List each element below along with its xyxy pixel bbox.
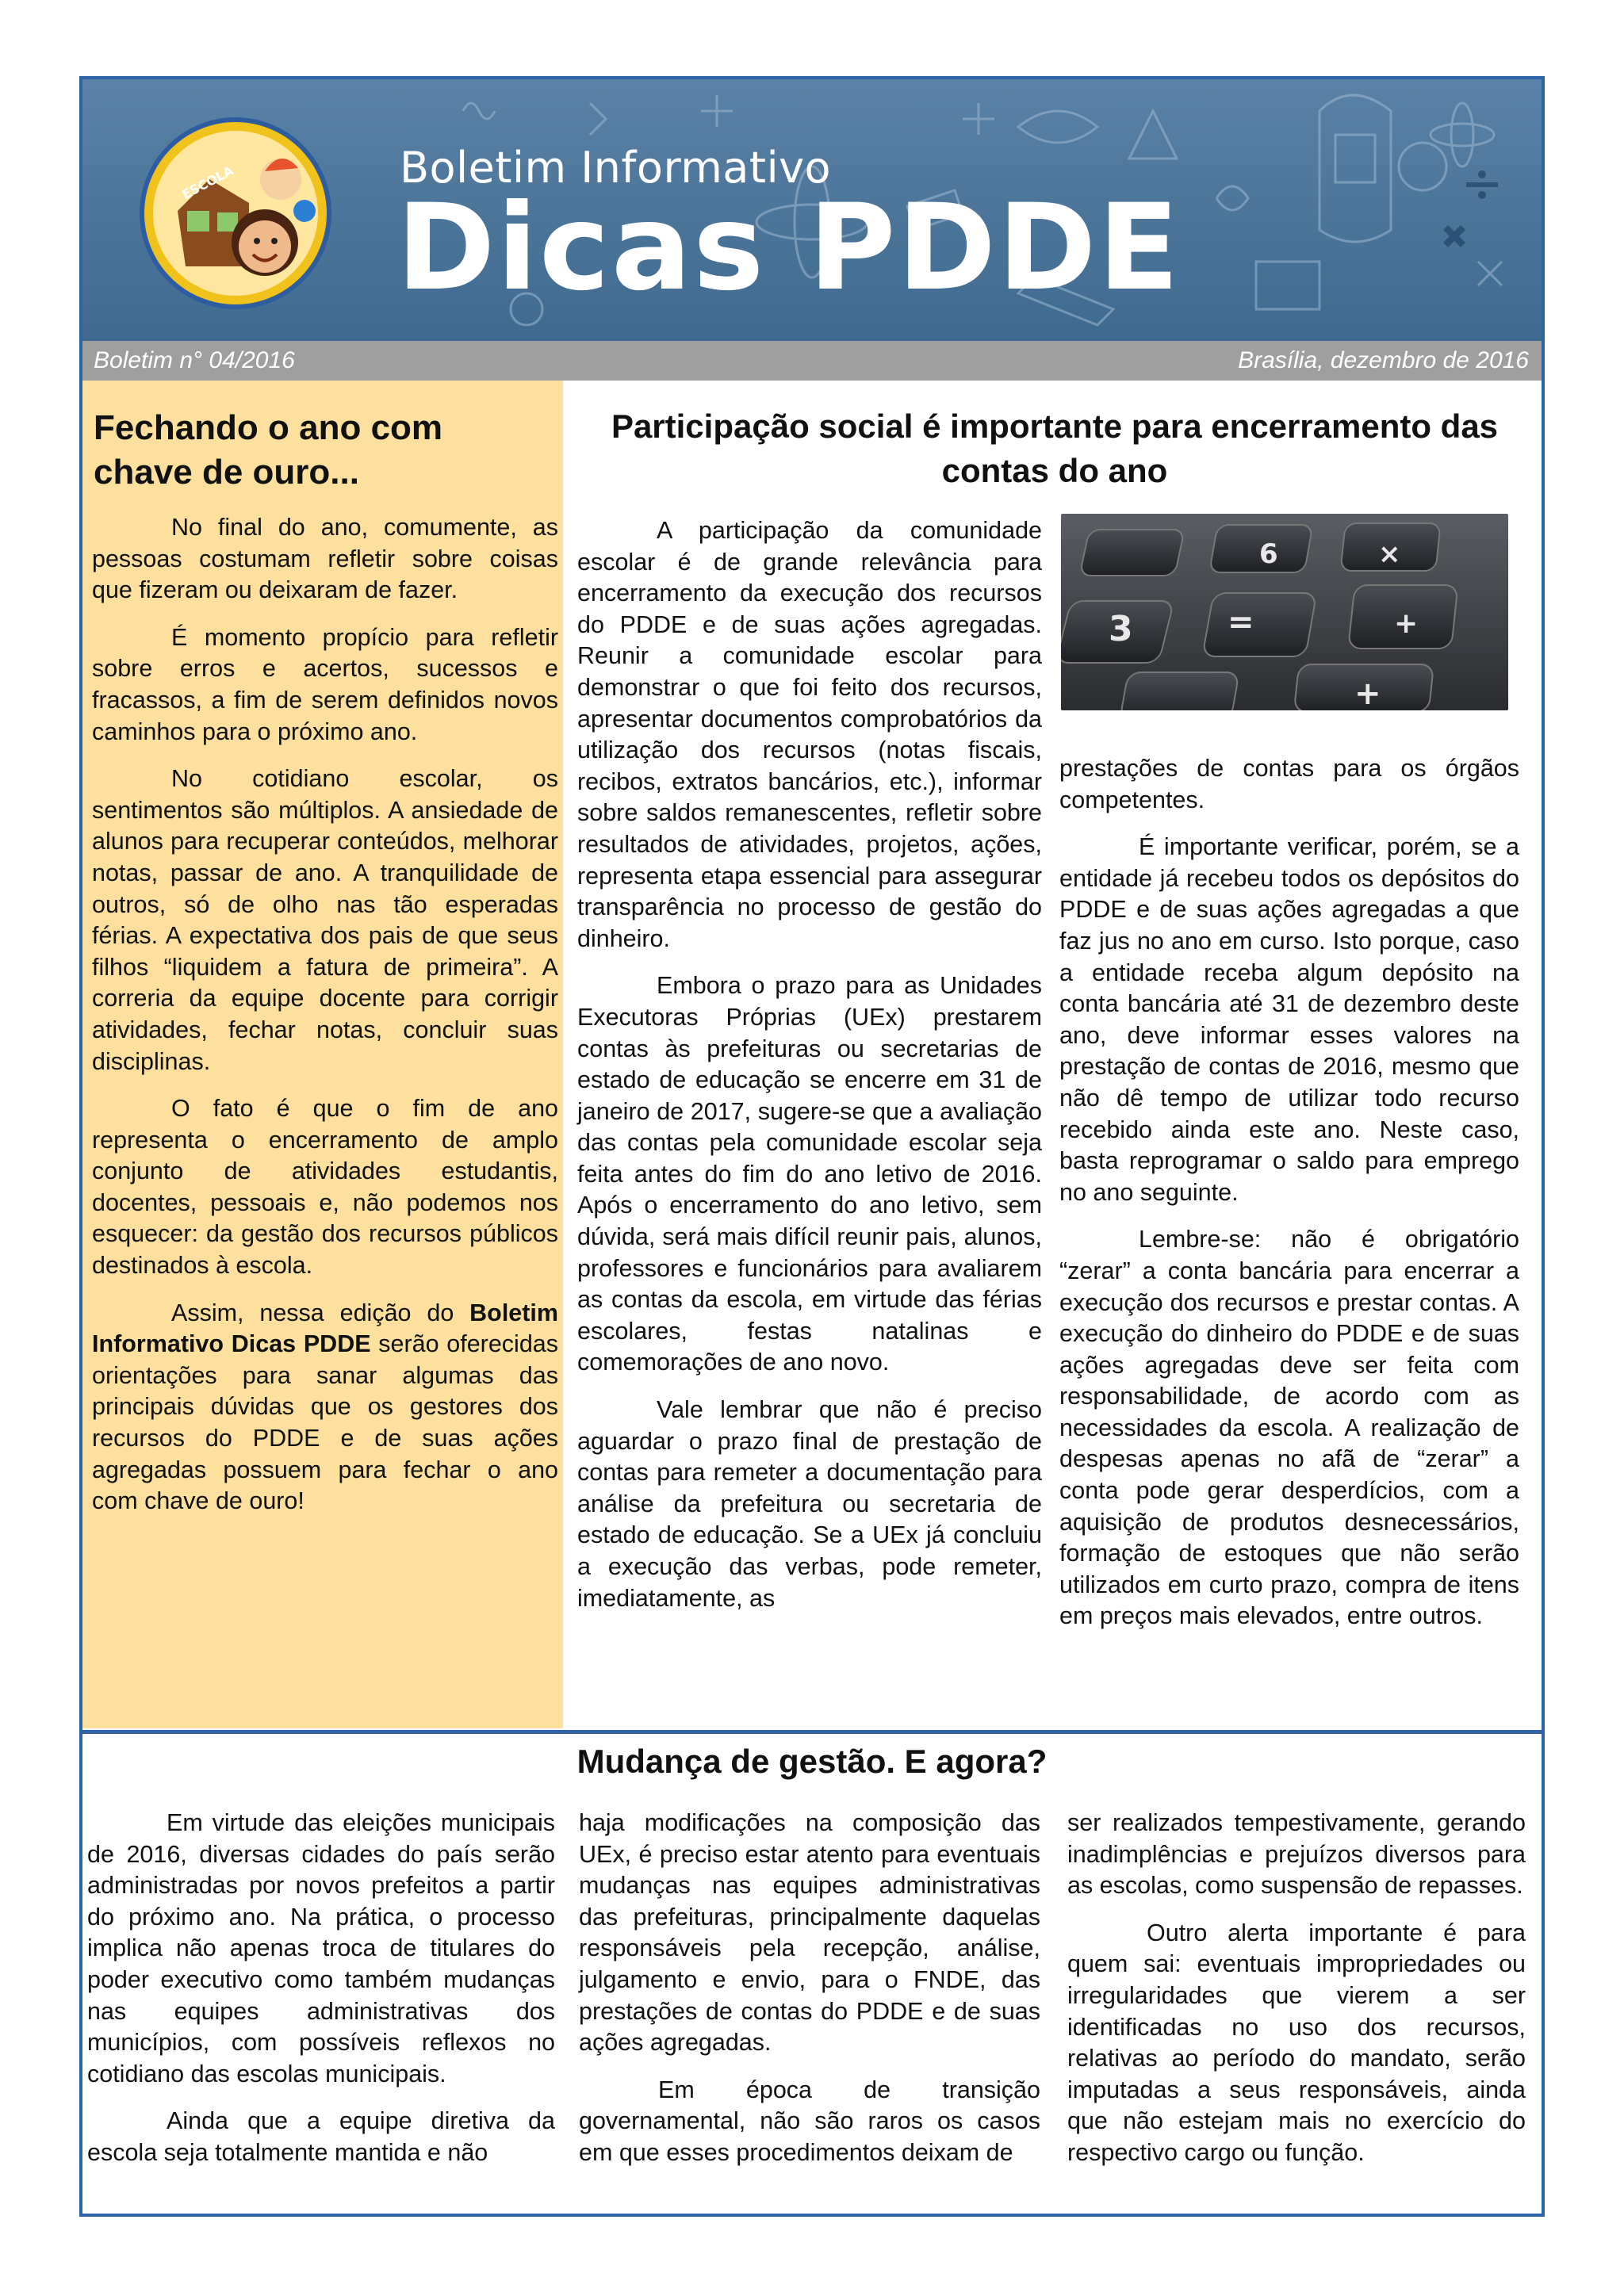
- school-logo: [138, 116, 333, 311]
- paragraph: Em época de transição governamental, não são raros os casos em que esses procedimentos deixam de: [579, 2076, 1040, 2166]
- paragraph: No cotidiano escolar, os sentimentos são múltiplos. A ansiedade de alunos para recuperar conteúdos, melhorar notas, passar de ano. A tranquilidade de outros, só de olho nas tão esperadas férias. A expectativa dos pais de que seus filhos “liquidem a fatura de primeira”. A correria da equipe docente para corrigir atividades, fechar notas, concluir suas disciplinas.: [92, 765, 558, 1075]
- bulletin-name-bold: Boletim Informativo Dicas PDDE: [92, 1299, 558, 1358]
- paragraph: No final do ano, comumente, as pessoas costumam refletir sobre coisas que fizeram ou deixaram de fazer.: [92, 514, 558, 604]
- paragraph: [92, 1298, 558, 1517]
- paragraph: Outro alerta importante é para quem sai: eventuais impropriedades ou irregularidades que vierem a ser identificadas no uso dos recursos, relativas ao período do mandato, serão imputadas a seus responsáveis, ainda que não estejam mais no exercício do respectivo cargo ou função.: [1067, 1919, 1526, 2166]
- newsletter-subtitle: Boletim Informativo: [400, 143, 832, 193]
- paragraph: O fato é que o fim de ano representa o encerramento de amplo conjunto de atividades estudantis, docentes, pessoais e, não podemos nos esquecer: da gestão dos recursos públicos destinados à escola.: [92, 1095, 558, 1280]
- svg-text:3: 3: [1109, 609, 1133, 649]
- paragraph: Vale lembrar que não é preciso aguardar o prazo final de prestação de contas para remeter a documentação para análise da prefeitura ou secretaria de estado de educação. Se a UEx já concluiu a execução das verbas, pode remeter, imediatamente, as: [577, 1396, 1042, 1612]
- paragraph: A participação da comunidade escolar é de grande relevância para encerramento da execução dos recursos do PDDE e de suas ações agregadas. Reunir a comunidade escolar para demonstrar o que foi feito dos recursos, apresentar documentos comprobatórios da utilização dos recursos (notas fiscais, recibos, extratos bancários, etc.), informar sobre saldos remanescentes, refletir sobre resultados de atividades, projetos, ações, representa etapa essencial para assegurar transparência no processo de gestão do dinheiro.: [577, 517, 1042, 952]
- svg-text:=: =: [1228, 604, 1254, 641]
- paragraph-text: serão oferecidas orientações para sanar algumas das principais dúvidas que os gestores dos recursos do PDDE e de suas ações agregadas possuem para fechar o ano com chave de ouro!: [92, 1330, 558, 1515]
- svg-text:+: +: [1354, 675, 1381, 710]
- paragraph: haja modificações na composição das UEx, é preciso estar atento para eventuais mudanças nas equipes administrativas das prefeituras, principalmente daquelas responsáveis pela recepção, análise, julgamento e envio, para o FNDE, das prestações de contas do PDDE e de suas ações agregadas.: [579, 1809, 1040, 2057]
- newsletter-title: Dicas PDDE: [396, 179, 1181, 317]
- paragraph: É momento propício para refletir sobre erros e acertos, sucessos e fracassos, a fim de serem definidos novos caminhos para o próximo ano.: [92, 623, 558, 745]
- sidebar-text: [92, 512, 558, 1533]
- issue-number: Boletim n° 04/2016: [94, 347, 295, 373]
- issue-info-bar: [82, 341, 1542, 381]
- bottom-article-col3: [1067, 1808, 1526, 2185]
- calculator-photo: [1061, 514, 1508, 710]
- bottom-article-heading: Mudança de gestão. E agora?: [576, 1743, 1048, 1780]
- paragraph: prestações de contas para os órgãos competentes.: [1059, 755, 1519, 813]
- main-article-col2: [1059, 753, 1519, 1648]
- issue-place-date: Brasília, dezembro de 2016: [1238, 347, 1529, 373]
- main-article-col1: [577, 515, 1042, 1630]
- section-divider: [82, 1730, 1542, 1734]
- svg-text:×: ×: [1378, 538, 1401, 570]
- main-article-heading: Participação social é importante para encerramento das contas do ano: [611, 408, 1499, 489]
- svg-text:+: +: [1394, 607, 1419, 640]
- paragraph: Em virtude das eleições municipais de 2016, diversas cidades do país serão administradas por novos prefeitos a partir do próximo ano. Na prática, o processo implica não apenas troca de titulares do poder executivo como também mudanças nas equipes administrativas dos municípios, com possíveis reflexos no cotidiano das escolas municipais.: [87, 1809, 555, 2087]
- bottom-article-col2: [579, 1808, 1040, 2185]
- paragraph: Embora o prazo para as Unidades Executoras Próprias (UEx) prestarem contas às prefeituras ou secretarias de estado de educação se encerre em 31 de janeiro de 2017, sugere-se que a avaliação das contas pela comunidade escolar seja feita antes do fim do ano letivo de 2016. Após o encerramento do ano letivo, sem dúvida, será mais difícil reunir pais, alunos, professores e funcionários para avaliarem as contas da escola, em virtude das férias escolares, festas natalinas e comemorações de ano novo.: [577, 972, 1042, 1376]
- logo-text: ESCOLA: [179, 163, 236, 203]
- svg-text:6: 6: [1259, 538, 1278, 570]
- header-banner: [82, 79, 1542, 341]
- paragraph: É importante verificar, porém, se a entidade já recebeu todos os depósitos do PDDE e de suas ações agregadas a que faz jus no ano em curso. Isto porque, caso a entidade receba algum depósito na conta bancária até 31 de dezembro deste ano, deve informar esses valores na prestação de contas de 2016, mesmo que não dê tempo de utilizar todo recurso recebido ainda este ano. Neste caso, basta reprogramar o saldo para emprego no ano seguinte.: [1059, 833, 1519, 1206]
- paragraph: ser realizados tempestivamente, gerando inadimplências e prejuízos diversos para as escolas, como suspensão de repasses.: [1067, 1809, 1526, 1900]
- paragraph: Ainda que a equipe diretiva da escola seja totalmente mantida e não: [87, 2107, 555, 2166]
- sidebar-heading: Fechando o ano com chave de ouro...: [94, 408, 443, 492]
- bottom-article-col1: [87, 1808, 555, 2185]
- paragraph-text: Assim, nessa edição do: [171, 1299, 470, 1326]
- paragraph: Lembre-se: não é obrigatório “zerar” a conta bancária para encerrar a execução dos recursos e prestar contas. A execução do dinheiro do PDDE e de suas ações agregadas deve ser feita com responsabilidade, de acordo com as necessidades da escola. A realização de despesas apenas no afã de “zerar” a conta pode gerar desperdícios, com a aquisição de produtos desnecessários, formação de estoques que não serão utilizados em curto prazo, compra de itens em preços mais elevados, entre outros.: [1059, 1226, 1519, 1630]
- sidebar-column: [82, 381, 563, 1728]
